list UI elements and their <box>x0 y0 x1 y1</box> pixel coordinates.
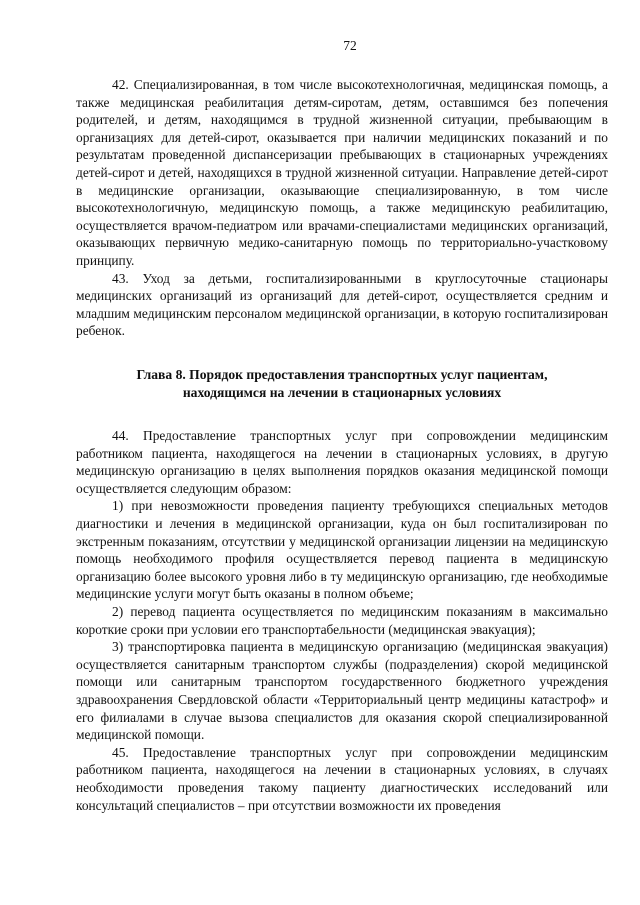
chapter-heading-line-2: находящимся на лечении в стационарных условиях <box>182 384 502 400</box>
paragraph-44-item-1: 1) при невозможности проведения пациенту требующихся специальных методов диагностики и лечения в медицинской организации, куда он был госпитализирован по экстренным показаниям, отсутствии у медицинской организации лицензии на медицинскую помощь необходимого профиля осуществляется перевод пациента в медицинскую организацию более высокого уровня либо в ту медицинскую организацию, где необходимые медицинские услуги могут быть оказаны в полном объеме; <box>76 498 608 602</box>
page-number: 72 <box>343 38 357 53</box>
paragraph-44-item-2: 2) перевод пациента осуществляется по медицинским показаниям в максимально короткие сроки при условии его транспортабельности (медицинская эвакуация); <box>76 604 608 637</box>
chapter-heading-line-1: Глава 8. Порядок предоставления транспортных услуг пациентам, <box>136 366 548 382</box>
paragraph-42: 42. Специализированная, в том числе высокотехнологичная, медицинская помощь, а также медицинская реабилитация детям-сиротам, детям, оставшимся без попечения родителей, и детям, находящимся в трудной жизненной ситуации, пребывающим в организациях для детей-сирот, оказывается при наличии медицинских показаний и по результатам проведенной диспансеризации пребывающих в стационарных учреждениях детей-сирот и детей, находящихся в трудной жизненной ситуации. Направление детей-сирот в медицинские организации, оказывающие специализированную, в том числе высокотехнологичную, медицинскую помощь, а также медицинскую реабилитацию, осуществляется врачом-педиатром или врачами-специалистами медицинских организаций, оказывающих первичную медико-санитарную помощь по территориально-участковому принципу. <box>76 77 608 268</box>
paragraph-44-item-3: 3) транспортировка пациента в медицинскую организацию (медицинская эвакуация) осуществляется санитарным транспортом службы (подразделения) скорой медицинской помощи или санитарным транспортом государственного бюджетного учреждения здравоохранения Свердловской области «Территориальный центр медицины катастроф» и его филиалами в случае вызова специалистов для оказания скорой специализированной медицинской помощи. <box>76 639 608 743</box>
paragraph-45: 45. Предоставление транспортных услуг при сопровождении медицинским работником пациента, находящегося на лечении в стационарных условиях, в случаях необходимости проведения такому пациенту диагностических исследований или консультаций специалистов – при отсутствии возможности их проведения <box>76 744 608 813</box>
paragraph-44: 44. Предоставление транспортных услуг при сопровождении медицинским работником пациента, находящегося на лечении в стационарных условиях, в другую медицинскую организацию в целях выполнения порядков оказания медицинской помощи осуществляется следующим образом: <box>76 428 608 496</box>
chapter-heading <box>76 366 608 401</box>
paragraph-43: 43. Уход за детьми, госпитализированными в круглосуточные стационары медицинских организаций из организаций для детей-сирот, осуществляется средним и младшим медицинским персоналом медицинской организации, в которую госпитализирован ребенок. <box>76 270 608 339</box>
